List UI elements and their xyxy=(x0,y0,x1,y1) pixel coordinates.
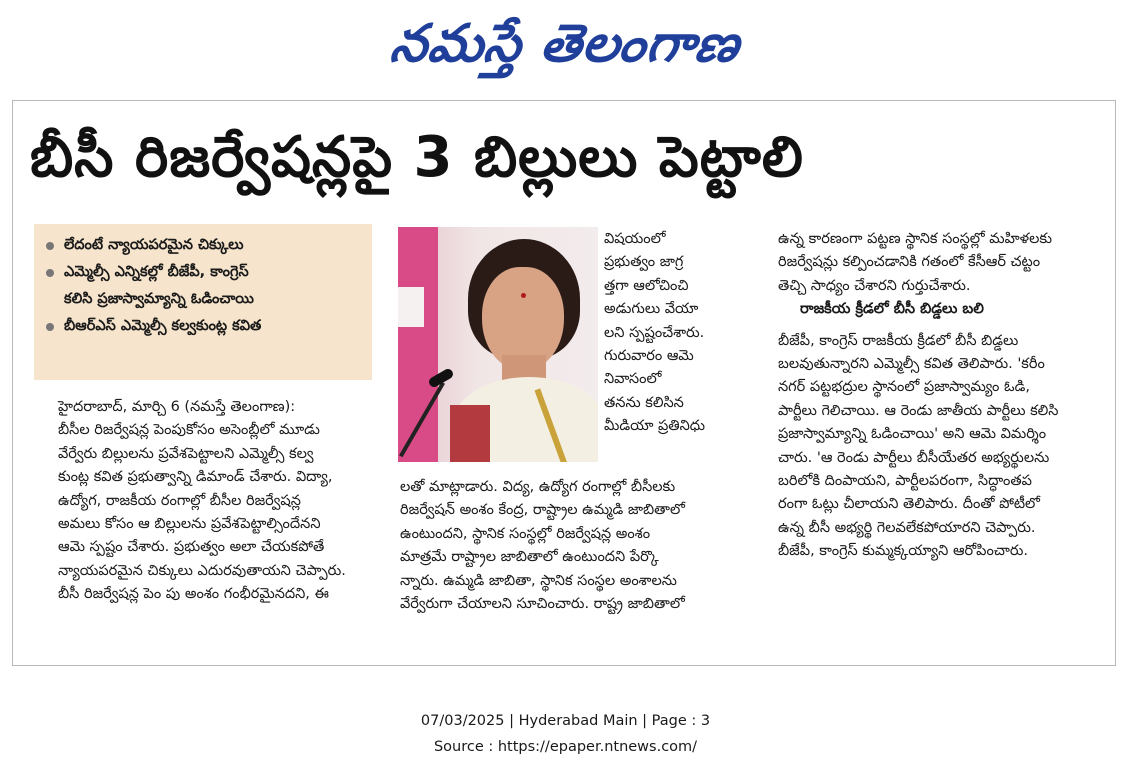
text-line: మీడియా ప్రతినిధు xyxy=(604,418,706,435)
text-line: రిజర్వేషన్ అంశం కేంద్ర, రాష్ట్రాల ఉమ్మడి జాబితాలో xyxy=(400,502,685,519)
masthead xyxy=(0,6,1131,86)
text-line: గురువారం ఆమె xyxy=(604,348,694,365)
text-line: ప్రజాస్వామ్యాన్ని ఓడించాయి' అని ఆమె విమర్శిం xyxy=(778,426,1047,443)
highlight-text: బీఆర్ఎస్ ఎమ్మెల్సీ కల్వకుంట్ల కవిత xyxy=(64,318,262,334)
text-line: బీసీల రిజర్వేషన్ల పెంపుకోసం అసెంబ్లీలో మూడు xyxy=(58,422,320,439)
text-line: రిజర్వేషన్లు కల్పించడానికి గతంలో కేసీఆర్ చట్టం xyxy=(778,254,1041,271)
text-line: బరిలోకి దింపాయని, పార్టీలపరంగా, సిద్ధాంతప xyxy=(778,473,1032,490)
text-line: వేర్వేరుగా చేయాలని సూచించారు. రాష్ట్ర జాబితాలో xyxy=(400,596,685,613)
article-column-2-bottom xyxy=(400,476,754,616)
highlight-item xyxy=(44,259,364,286)
text-line: బీజేపీ, కాంగ్రెస్ రాజకీయ క్రీడలో బీసీ బిడ్డలు xyxy=(778,332,1019,349)
text-line: కుంట్ల కవిత ప్రభుత్వాన్ని డిమాండ్ చేశారు. విద్యా, xyxy=(58,469,333,486)
speaker-photo xyxy=(398,227,598,462)
text-line: ప్రభుత్వం జాగ్ర xyxy=(604,254,684,271)
text-line: హైదరాబాద్, మార్చి 6 (నమస్తే తెలంగాణ): xyxy=(58,399,296,415)
highlight-text: లేదంటే న్యాయపరమైన చిక్కులు xyxy=(64,237,244,253)
text-line: న్నారు. ఉమ్మడి జాబితా, స్థానిక సంస్థల అంశాలను xyxy=(400,572,677,589)
section-subheading: రాజకీయ క్రీడలో బీసీ బిడ్డలు బలి xyxy=(800,301,984,318)
text-line: బీసీ రిజర్వేషన్ల పెం పు అంశం గంభీరమైనదని, ఈ xyxy=(58,586,329,603)
newspaper-logo: నమస్తే తెలంగాణ xyxy=(386,14,745,74)
text-line: విషయంలో xyxy=(604,231,666,247)
article-column-3 xyxy=(778,228,1094,564)
text-line: ఉద్యోగ, రాజకీయ రంగాల్లో బీసీల రిజర్వేషన్ల xyxy=(58,492,301,509)
text-line: వేర్వేరు బిల్లులను ప్రవేశపెట్టాలని ఎమ్మెల్సీ కల్వ xyxy=(58,445,314,462)
footer xyxy=(0,708,1131,760)
text-line: రంగా ఓట్లు చీలాయని తెలిపారు. దీంతో పోటీలో xyxy=(778,496,1040,513)
text-line: న్యాయపరమైన చిక్కులు ఎదురవుతాయని చెప్పారు. xyxy=(58,562,346,579)
text-line: తనను కలిసిన xyxy=(604,394,684,411)
highlight-text: కలిసి ప్రజాస్వామ్యాన్ని ఓడించాయి xyxy=(64,291,254,307)
highlight-item-continued xyxy=(44,286,364,313)
text-line: నగర్ పట్టభద్రుల స్థానంలో ప్రజాస్వామ్యం ఓడి, xyxy=(778,379,1030,396)
article-column-1 xyxy=(58,396,374,607)
highlight-item xyxy=(44,232,364,259)
article-column-2-top xyxy=(604,228,764,439)
text-line: మాత్రమే రాష్ట్రాల జాబితాలో ఉంటుందని పేర్కొ xyxy=(400,549,659,566)
text-line: తెచ్చి సాధ్యం చేశారని గుర్తుచేశారు. xyxy=(778,277,971,294)
text-line: చారు. 'ఆ రెండు పార్టీలు బీసీయేతర అభ్యర్థులను xyxy=(778,449,1050,466)
bullet-icon xyxy=(46,242,54,250)
text-line: అమలు కోసం ఆ బిల్లులను ప్రవేశపెట్టాల్సిందేనని xyxy=(58,516,321,533)
text-line: బలవుతున్నారని ఎమ్మెల్సీ కవిత తెలిపారు. 'కరీం xyxy=(778,356,1045,373)
text-line: ఉన్న కారణంగా పట్టణ స్థానిక సంస్థల్లో మహిళలకు xyxy=(778,231,1053,247)
text-line: బీజేపీ, కాంగ్రెస్ కుమ్మక్కయ్యాని ఆరోపించారు. xyxy=(778,543,1029,560)
text-line: త్తగా ఆలోచించి xyxy=(604,277,689,294)
text-line: లతో మాట్లాడారు. విద్య, ఉద్యోగ రంగాల్లో బీసీలకు xyxy=(400,479,676,495)
edition-info: 07/03/2025 | Hyderabad Main | Page : 3 xyxy=(420,713,711,729)
highlight-text: ఎమ్మెల్సీ ఎన్నికల్లో బీజేపీ, కాంగ్రెస్ xyxy=(64,264,249,280)
text-line: ఉన్న బీసీ అభ్యర్థి గెలవలేకపోయారని చెప్పారు. xyxy=(778,519,1036,536)
text-line: లని స్పష్టంచేశారు. xyxy=(604,324,705,341)
highlight-item xyxy=(44,313,364,340)
bullet-icon xyxy=(46,269,54,277)
bullet-icon xyxy=(46,323,54,331)
source-link[interactable]: Source : https://epaper.ntnews.com/ xyxy=(433,739,698,755)
text-line: అడుగులు వేయా xyxy=(604,301,699,318)
highlights-box xyxy=(34,224,372,380)
article-headline: బీసీ రిజర్వేషన్లపై 3 బిల్లులు పెట్టాలి xyxy=(30,125,804,190)
text-line: పార్టీలు గెలిచాయి. ఆ రెండు జాతీయ పార్టీలు కలిసి xyxy=(778,402,1059,419)
text-line: నివాసంలో xyxy=(604,371,662,388)
text-line: ఉంటుందని, స్థానిక సంస్థల్లో రిజర్వేషన్ల అంశం xyxy=(400,525,651,542)
text-line: ఆమె స్పష్టం చేశారు. ప్రభుత్వం అలా చేయకపోతే xyxy=(58,539,325,556)
